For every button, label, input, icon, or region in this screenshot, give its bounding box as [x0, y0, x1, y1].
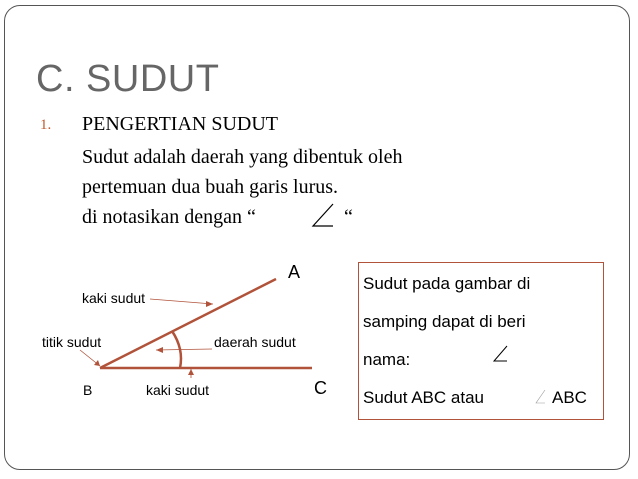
info-line-2: samping dapat di beri: [363, 312, 526, 331]
info-line-4-left: Sudut ABC atau: [363, 388, 484, 407]
notation-prefix: di notasikan dengan “: [82, 206, 256, 228]
section-heading: PENGERTIAN SUDUT: [82, 113, 279, 135]
arrowhead-icon: [206, 301, 213, 307]
notation-suffix: “: [344, 206, 353, 228]
definition-line-1: Sudut adalah daerah yang dibentuk oleh: [82, 146, 403, 168]
point-a-label: A: [288, 262, 301, 282]
arrowhead-icon: [156, 347, 163, 353]
pointer-kaki-sudut-upper: [150, 299, 213, 304]
kaki-sudut-upper-label: kaki sudut: [82, 290, 146, 306]
angle-symbol-icon: [313, 204, 333, 226]
info-line-4-right: ABC: [552, 388, 587, 407]
info-line-1: Sudut pada gambar di: [363, 274, 531, 293]
slide-title: C. SUDUT: [36, 58, 220, 100]
point-c-label: C: [314, 378, 327, 398]
daerah-sudut-label: daerah sudut: [214, 334, 296, 350]
kaki-sudut-lower-label: kaki sudut: [146, 382, 210, 398]
arrowhead-icon: [94, 360, 100, 366]
titik-sudut-label: titik sudut: [42, 334, 102, 350]
list-number: 1.: [40, 117, 52, 133]
definition-line-2: pertemuan dua buah garis lurus.: [82, 176, 339, 198]
vertex-b-label: B: [83, 382, 93, 398]
pointer-daerah-sudut: [156, 349, 212, 350]
info-line-3: nama:: [363, 350, 411, 369]
arrowhead-icon: [188, 369, 194, 375]
